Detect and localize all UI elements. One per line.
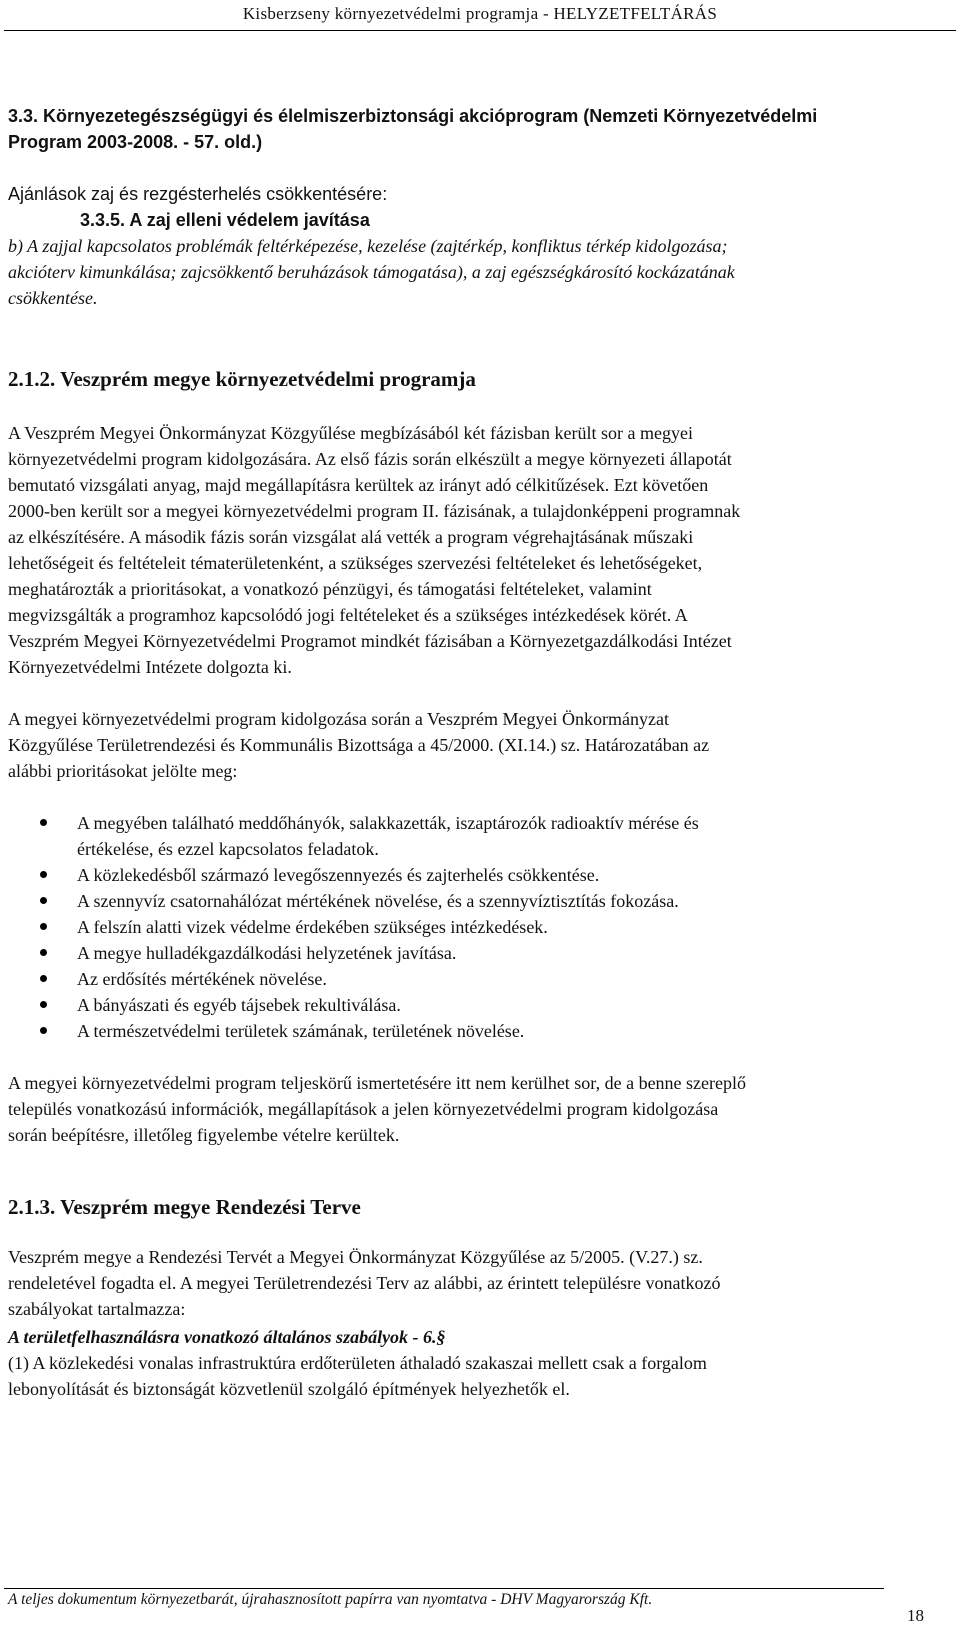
bullet-icon bbox=[40, 871, 47, 878]
list-item-text: A közlekedésből származó levegőszennyezés és zajterhelés csökkentése. bbox=[77, 865, 600, 885]
list-item-text bbox=[77, 810, 952, 862]
list-item-text: Az erdősítés mértékének növelése. bbox=[77, 969, 327, 989]
paragraph-line: szabályokat tartalmazza: bbox=[8, 1299, 186, 1319]
paragraph-line: bemutató vizsgálati anyag, majd megállapításra kerültek az irányt adó célkitűzések. Ezt követően bbox=[8, 475, 709, 495]
rule-heading: A területfelhasználásra vonatkozó általános szabályok - 6.§ bbox=[8, 1327, 446, 1347]
italic-line: b) A zajjal kapcsolatos problémák feltérképezése, kezelése (zajtérkép, konfliktus térkép kidolgozása; bbox=[8, 236, 728, 256]
paragraph-line: az elkészítésére. A második fázis során vizsgálat alá vették a program végrehajtásának műszaki bbox=[8, 527, 694, 547]
list-item-text: A szennyvíz csatornahálózat mértékének növelése, és a szennyvíztisztítás fokozása. bbox=[77, 891, 679, 911]
list-item-text: A megye hulladékgazdálkodási helyzetének javítása. bbox=[77, 943, 457, 963]
paragraph-line: lebonyolítását és biztonságát közvetlenül szolgáló építmények helyezhetők el. bbox=[8, 1379, 570, 1399]
paragraph-line: során beépítésre, illetőleg figyelembe vételre kerültek. bbox=[8, 1125, 400, 1145]
bullet-icon bbox=[40, 1001, 47, 1008]
bullet-icon bbox=[40, 897, 47, 904]
bullet-icon bbox=[40, 923, 47, 930]
recommendations-label: Ajánlások zaj és rezgésterhelés csökkentésére: bbox=[8, 184, 388, 204]
section-212-heading: 2.1.2. Veszprém megye környezetvédelmi programja bbox=[8, 367, 476, 391]
sub-heading-335: 3.3.5. A zaj elleni védelem javítása bbox=[80, 210, 370, 230]
section-33-title-line: Program 2003-2008. - 57. old.) bbox=[8, 132, 263, 152]
list-item-text: A természetvédelmi területek számának, területének növelése. bbox=[77, 1021, 525, 1041]
bullet-icon bbox=[40, 819, 47, 826]
section-212-paragraph-3 bbox=[8, 1070, 952, 1148]
paragraph-line: lehetőségeit és feltételeit tématerületenként, a szükséges szervezési feltételeket és lehetőségeket, bbox=[8, 553, 703, 573]
paragraph-line: meghatározták a prioritásokat, a vonatkozó pénzügyi, és támogatási feltételeket, valamint bbox=[8, 579, 652, 599]
bullet-icon bbox=[40, 949, 47, 956]
bullet-icon bbox=[40, 975, 47, 982]
paragraph-line: megvizsgálták a programhoz kapcsolódó jogi feltételeket és a szükséges intézkedések körét. A bbox=[8, 605, 688, 625]
list-item-text: A felszín alatti vizek védelme érdekében szükséges intézkedések. bbox=[77, 917, 548, 937]
paragraph-line: Környezetvédelmi Intézete dolgozta ki. bbox=[8, 657, 292, 677]
paragraph-line: rendeletével fogadta el. A megyei Területrendezési Terv az alábbi, az érintett településre vonatkozó bbox=[8, 1273, 721, 1293]
paragraph-line: A Veszprém Megyei Önkormányzat Közgyűlése megbízásából két fázisban került sor a megyei bbox=[8, 423, 693, 443]
paragraph-line: Veszprém megye a Rendezési Tervét a Megyei Önkormányzat Közgyűlése az 5/2005. (V.27.) sz. bbox=[8, 1247, 703, 1267]
italic-paragraph bbox=[8, 233, 952, 311]
running-header: Kisberzseny környezetvédelmi programja - HELYZETFELTÁRÁS bbox=[242, 4, 718, 23]
italic-line: csökkentése. bbox=[8, 288, 98, 308]
footer-rule bbox=[4, 1588, 884, 1589]
page-number: 18 bbox=[907, 1606, 924, 1625]
list-item-line: A megyében található meddőhányók, salakkazetták, iszaptározók radioaktív mérése és bbox=[77, 813, 699, 833]
section-212-paragraph-1 bbox=[8, 420, 952, 680]
section-33-title bbox=[8, 103, 952, 155]
section-33-title-line: 3.3. Környezetegészségügyi és élelmiszerbiztonsági akcióprogram (Nemzeti Környezetvédelmi bbox=[8, 106, 818, 126]
rule-text bbox=[8, 1350, 952, 1402]
paragraph-line: Veszprém Megyei Környezetvédelmi Programot mindkét fázisában a Környezetgazdálkodási Intézet bbox=[8, 631, 732, 651]
paragraph-line: A megyei környezetvédelmi program kidolgozása során a Veszprém Megyei Önkormányzat bbox=[8, 709, 669, 729]
section-213-heading: 2.1.3. Veszprém megye Rendezési Terve bbox=[8, 1195, 361, 1219]
paragraph-line: település vonatkozású információk, megállapítások a jelen környezetvédelmi program kidolgozása bbox=[8, 1099, 719, 1119]
italic-line: akcióterv kimunkálása; zajcsökkentő beruházások támogatása), a zaj egészségkárosító kockázatának bbox=[8, 262, 735, 282]
paragraph-line: alábbi prioritásokat jelölte meg: bbox=[8, 761, 238, 781]
section-213-paragraph-1 bbox=[8, 1244, 952, 1322]
paragraph-line: A megyei környezetvédelmi program teljeskörű ismertetésére itt nem kerülhet sor, de a benne szereplő bbox=[8, 1073, 747, 1093]
paragraph-line: 2000-ben került sor a megyei környezetvédelmi program II. fázisának, a tulajdonképpeni programnak bbox=[8, 501, 741, 521]
list-item-line: értékelése, és ezzel kapcsolatos feladatok. bbox=[77, 839, 379, 859]
bullet-icon bbox=[40, 1027, 47, 1034]
list-item-text: A bányászati és egyéb tájsebek rekultiválása. bbox=[77, 995, 401, 1015]
paragraph-line: környezetvédelmi program kidolgozására. Az első fázis során elkészült a megye környezeti állapotát bbox=[8, 449, 732, 469]
paragraph-line: Közgyűlése Területrendezési és Kommunális Bizottsága a 45/2000. (XI.14.) sz. Határozatában az bbox=[8, 735, 710, 755]
paragraph-line: (1) A közlekedési vonalas infrastruktúra erdőterületen áthaladó szakaszai mellett csak a forgalom bbox=[8, 1353, 707, 1373]
section-212-paragraph-2 bbox=[8, 706, 952, 784]
footer-note: A teljes dokumentum környezetbarát, újrahasznosított papírra van nyomtatva - DHV Magyarország Kft. bbox=[8, 1591, 653, 1608]
header-rule bbox=[4, 30, 956, 31]
